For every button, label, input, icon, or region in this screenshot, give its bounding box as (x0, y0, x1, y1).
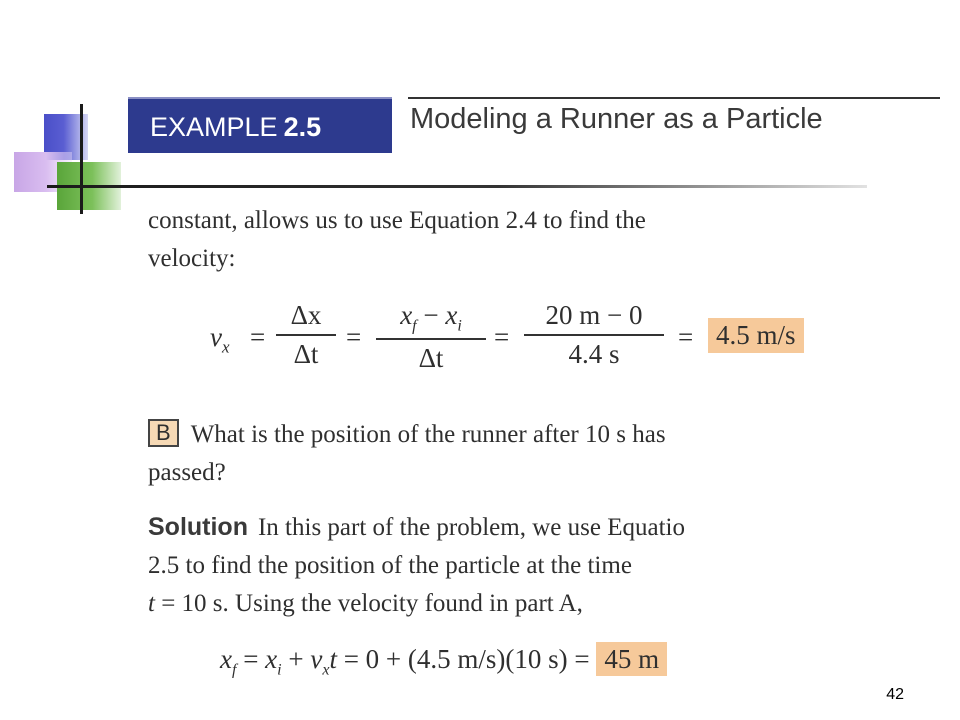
solution-line-2: 2.5 to find the position of the particle at the time (148, 552, 632, 579)
eq1-fraction-2 (376, 300, 486, 374)
example-banner (128, 97, 940, 155)
eq1-frac2-den: Δt (418, 343, 444, 374)
solution-label: Solution (148, 513, 248, 541)
intro-line-1: constant, allows us to use Equation 2.4 to find the (148, 207, 646, 234)
solution-line-1: Solution In this part of the problem, we use Equatio (148, 513, 685, 541)
decor-vertical-rule (80, 104, 83, 214)
intro-paragraph (148, 202, 646, 278)
eq2-answer-highlight: 45 m (596, 642, 667, 676)
eq1-answer-highlight: 4.5 m/s (708, 318, 804, 353)
eq1-frac3-den: 4.4 s (568, 339, 620, 369)
part-b-line-2: passed? (148, 459, 226, 486)
solution-line-3: t = 10 s. Using the velocity found in part A, (148, 590, 583, 617)
eq1-frac3-num: 20 m − 0 (545, 300, 643, 330)
eq1-equals-3: = (494, 322, 510, 352)
eq1-equals-2: = (346, 322, 362, 352)
eq1-equals-4: = (678, 322, 694, 352)
part-b-label: B (148, 419, 179, 447)
eq1-frac1-num: Δx (290, 300, 322, 330)
example-title: Modeling a Runner as a Particle (410, 103, 823, 135)
eq1-equals-1: = (250, 322, 266, 352)
eq1-lhs: $v_x$ (210, 322, 230, 357)
intro-line-2: velocity: (148, 245, 236, 272)
title-rule (408, 97, 940, 99)
example-label-box (128, 97, 392, 153)
solution-paragraph (148, 508, 685, 623)
fraction-bar (524, 334, 664, 336)
part-b-question (148, 416, 666, 492)
page-number: 42 (886, 686, 904, 703)
fraction-bar (376, 338, 486, 340)
example-number: 2.5 (283, 112, 322, 142)
fraction-bar (276, 334, 336, 336)
eq1-frac2-num: $x_f - x_i$ (400, 300, 462, 335)
example-label: EXAMPLE (150, 112, 278, 142)
eq1-fraction-1 (276, 300, 336, 370)
position-equation: $x_f = x_i + v_xt = 0 + (4.5$ m/s)(10 s) = 45 m (220, 644, 667, 679)
part-b-line-1: B What is the position of the runner after 10 s has (148, 416, 666, 454)
eq1-fraction-3 (524, 300, 664, 370)
eq1-frac1-den: Δt (293, 339, 319, 369)
decor-horizontal-rule (47, 185, 867, 188)
